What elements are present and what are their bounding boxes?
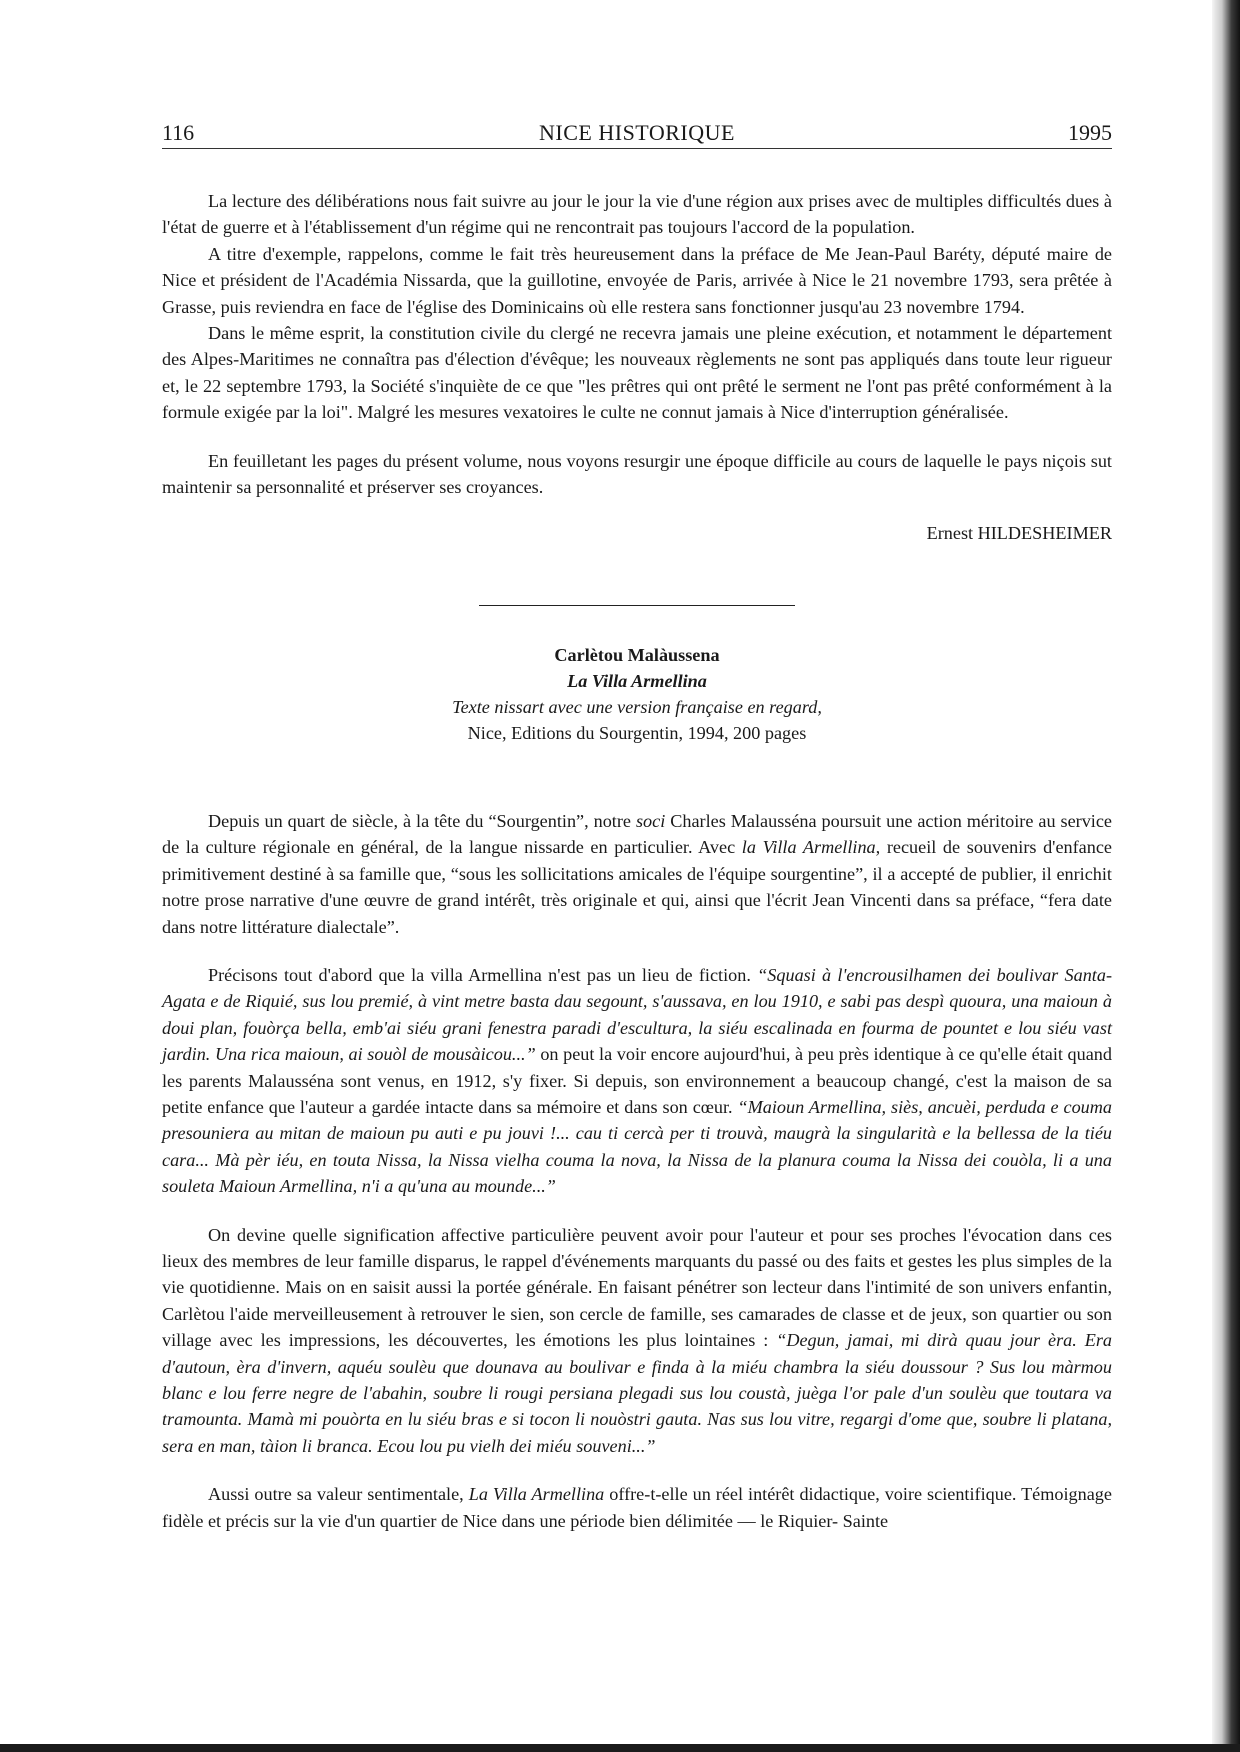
review-publication: Nice, Editions du Sourgentin, 1994, 200 pages xyxy=(467,722,807,743)
nissart-quote: “Squasi à l'encrousilhamen dei boulivar Santa-Agata e de Riquié, sus lou premié, à vint metre basta dau segount, s'aussava, en lou 1910, e sabi pas despì quoura, una maioun à doui plan, fouòrça bella, emb'ai siéu grani fenestra paradi d'escultura, la siéu escalinada en fourma de pountet e lou siéu vast jardin. Una rica maioun, ai souòl de mousàicou...” xyxy=(162,964,1112,1065)
preface-paragraph-3: Dans le même esprit, la constitution civile du clergé ne recevra jamais une pleine exécution, et notamment le département des Alpes-Maritimes ne connaîtra pas d'élection d'évêque; les nouveaux règlements ne sont pas appliqués dans toute leur rigueur et, le 22 septembre 1793, la Société s'inquiète de ce que "les prêtres qui ont prêté le serment ne l'ont pas prêté conformément à la formule exigée par la loi". Malgré les mesures vexatoires le culte ne connut jamais à Nice d'interruption généralisée. xyxy=(162,323,1112,423)
review-paragraph-4: Aussi outre sa valeur sentimentale, La Villa Armellina offre-t-elle un réel intérêt didactique, voire scientifique. Témoignage fidèle et précis sur la vie d'un quartier de Nice dans une période bien délimitée — le Riquier- Sainte xyxy=(162,1484,1112,1531)
page-content xyxy=(162,188,1112,1534)
publication-year: 1995 xyxy=(1068,120,1112,145)
review-subtitle: Texte nissart avec une version française en regard, xyxy=(452,696,822,717)
review-paragraph-3: On devine quelle signification affective particulière peuvent avoir pour l'auteur et pour ses proches l'évocation dans ces lieux des membres de leur famille disparus, le rappel d'événements marquants du passé ou des faits et gestes les plus simples de la vie quotidienne. Mais on en saisit aussi la portée générale. En faisant pénétrer son lecteur dans l'intimité de son univers enfantin, Carlètou l'aide merveilleusement à retrouver le sien, son cercle de famille, ses camarades de classe et de jeux, son quartier ou son village avec les impressions, les découvertes, les émotions les plus lointaines : “Degun, jamai, mi dirà quau jour èra. Era d'autoun, èra d'invern, aquéu soulèu que dounava au boulivar e finda à la miéu chambra la siéu doussour ? Sus lou màrmou blanc e lou ferre negre de l'abahin, soubre li rougi persiana plegadi sus lou coustà, juèga l'or pale d'un soulèu que toutara va tramounta. Mamà mi pouòrta en lu siéu bras e si tocon li nouòstri gauta. Nas sus lou vitre, regargi d'ome que, soubre li platana, sera en man, tàion li branca. Ecou lou pu vielh dei miéu souveni...” xyxy=(162,1224,1112,1456)
review-paragraph-2: Précisons tout d'abord que la villa Armellina n'est pas un lieu de fiction. “Squasi à l'encrousilhamen dei boulivar Santa-Agata e de Riquié, sus lou premié, à vint metre basta dau segount, s'aussava, en lou 1910, e sabi pas despì quoura, una maioun à doui plan, fouòrça bella, emb'ai siéu grani fenestra paradi d'escultura, la siéu escalinada en fourma de pountet e lou siéu vast jardin. Una rica maioun, ai souòl de mousàicou...” on peut la voir encore aujourd'hui, à peu près identique à ce qu'elle était quand les parents Malausséna sont venus, en 1912, s'y fixer. Si depuis, son environnement a beaucoup changé, c'est la maison de sa petite enfance que l'auteur a gardée intacte dans sa mémoire et dans son cœur. “Maioun Armellina, siès, ancuèi, perduda e couma presouniera au mitan de maioun pu auti e pu jouvi !... cau ti cercà per ti trouvà, maugrà la singularità e la bellessa de la tiéu cara... Mà pèr iéu, en touta Nissa, la Nissa vielha couma la nova, la Nissa de la planura couma la Nissa dei couòla, li a una souleta Maioun Armellina, n'i a qu'una au mounde...” xyxy=(162,964,1113,1197)
review-author: Carlètou Malàussena xyxy=(554,644,720,665)
preface-paragraph-4: En feuilletant les pages du présent volume, nous voyons resurgir une époque difficile au cours de laquelle le pays niçois sut maintenir sa personnalité et préserver ses croyances. xyxy=(162,450,1112,498)
section-divider xyxy=(479,605,795,606)
preface-paragraph-2: A titre d'exemple, rappelons, comme le fait très heureusement dans la préface de Me Jean-Paul Baréty, député maire de Nice et président de l'Académia Nissarda, que la guillotine, envoyée de Paris, arrivée à Nice le 21 novembre 1793, sera prêtée à Grasse, puis reviendra en face de l'église des Dominicains où elle restera sans fonctionner jusqu'au 23 novembre 1794. xyxy=(162,243,1112,317)
page-bottom-edge xyxy=(0,1744,1240,1752)
preface-signature: Ernest HILDESHEIMER xyxy=(926,523,1112,544)
review-paragraph-1: Depuis un quart de siècle, à la tête du “Sourgentin”, notre soci Charles Malausséna poursuit une action méritoire au service de la culture régionale en général, de la langue nissarde en particulier. Avec la Villa Armellina, recueil de souvenirs d'enfance primitivement destiné à sa famille que, “sous les sollicitations amicales de l'équipe sourgentine”, il a accepté de publier, il enrichit notre prose narrative d'une œuvre de grand intérêt, très originale et qui, ainsi que l'écrit Jean Vincenti dans sa préface, “fera date dans notre littérature dialectale”. xyxy=(162,810,1112,937)
preface-paragraph-1: La lecture des délibérations nous fait suivre au jour le jour la vie d'une région aux prises avec de multiples difficultés dues à l'état de guerre et à l'établissement d'un régime qui ne rencontrait pas toujours l'accord de la population. xyxy=(162,191,1112,238)
page-number: 116 xyxy=(162,120,195,145)
running-header xyxy=(162,118,1112,149)
book-review-heading xyxy=(162,642,1112,746)
review-book-title: La Villa Armellina xyxy=(567,670,707,691)
nissart-quote: “Maioun Armellina, siès, ancuèi, perduda e couma presouniera au mitan de maioun pu auti e pu jouvi !... cau ti cercà per ti trouvà, maugrà la singularità e la bellessa de la tiéu cara... Mà pèr iéu, en touta Nissa, la Nissa vielha couma la nova, la Nissa de la planura couma la Nissa dei couòla, li a una souleta Maioun Armellina, n'i a qu'una au mounde...” xyxy=(162,1096,1113,1197)
journal-title: NICE HISTORIQUE xyxy=(539,120,735,145)
nissart-quote: “Degun, jamai, mi dirà quau jour èra. Era d'autoun, èra d'invern, aquéu soulèu que dounava au boulivar e finda à la miéu chambra la siéu doussour ? Sus lou màrmou blanc e lou ferre negre de l'abahin, soubre li rougi persiana plegadi sus lou coustà, juèga l'or pale d'un soulèu que toutara va tramounta. Mamà mi pouòrta en lu siéu bras e si tocon li nouòstri gauta. Nas sus lou vitre, regargi d'ome que, soubre li platana, sera en man, tàion li branca. Ecou lou pu vielh dei miéu souveni...” xyxy=(162,1330,1112,1456)
page-edge-shadow xyxy=(1212,0,1240,1752)
